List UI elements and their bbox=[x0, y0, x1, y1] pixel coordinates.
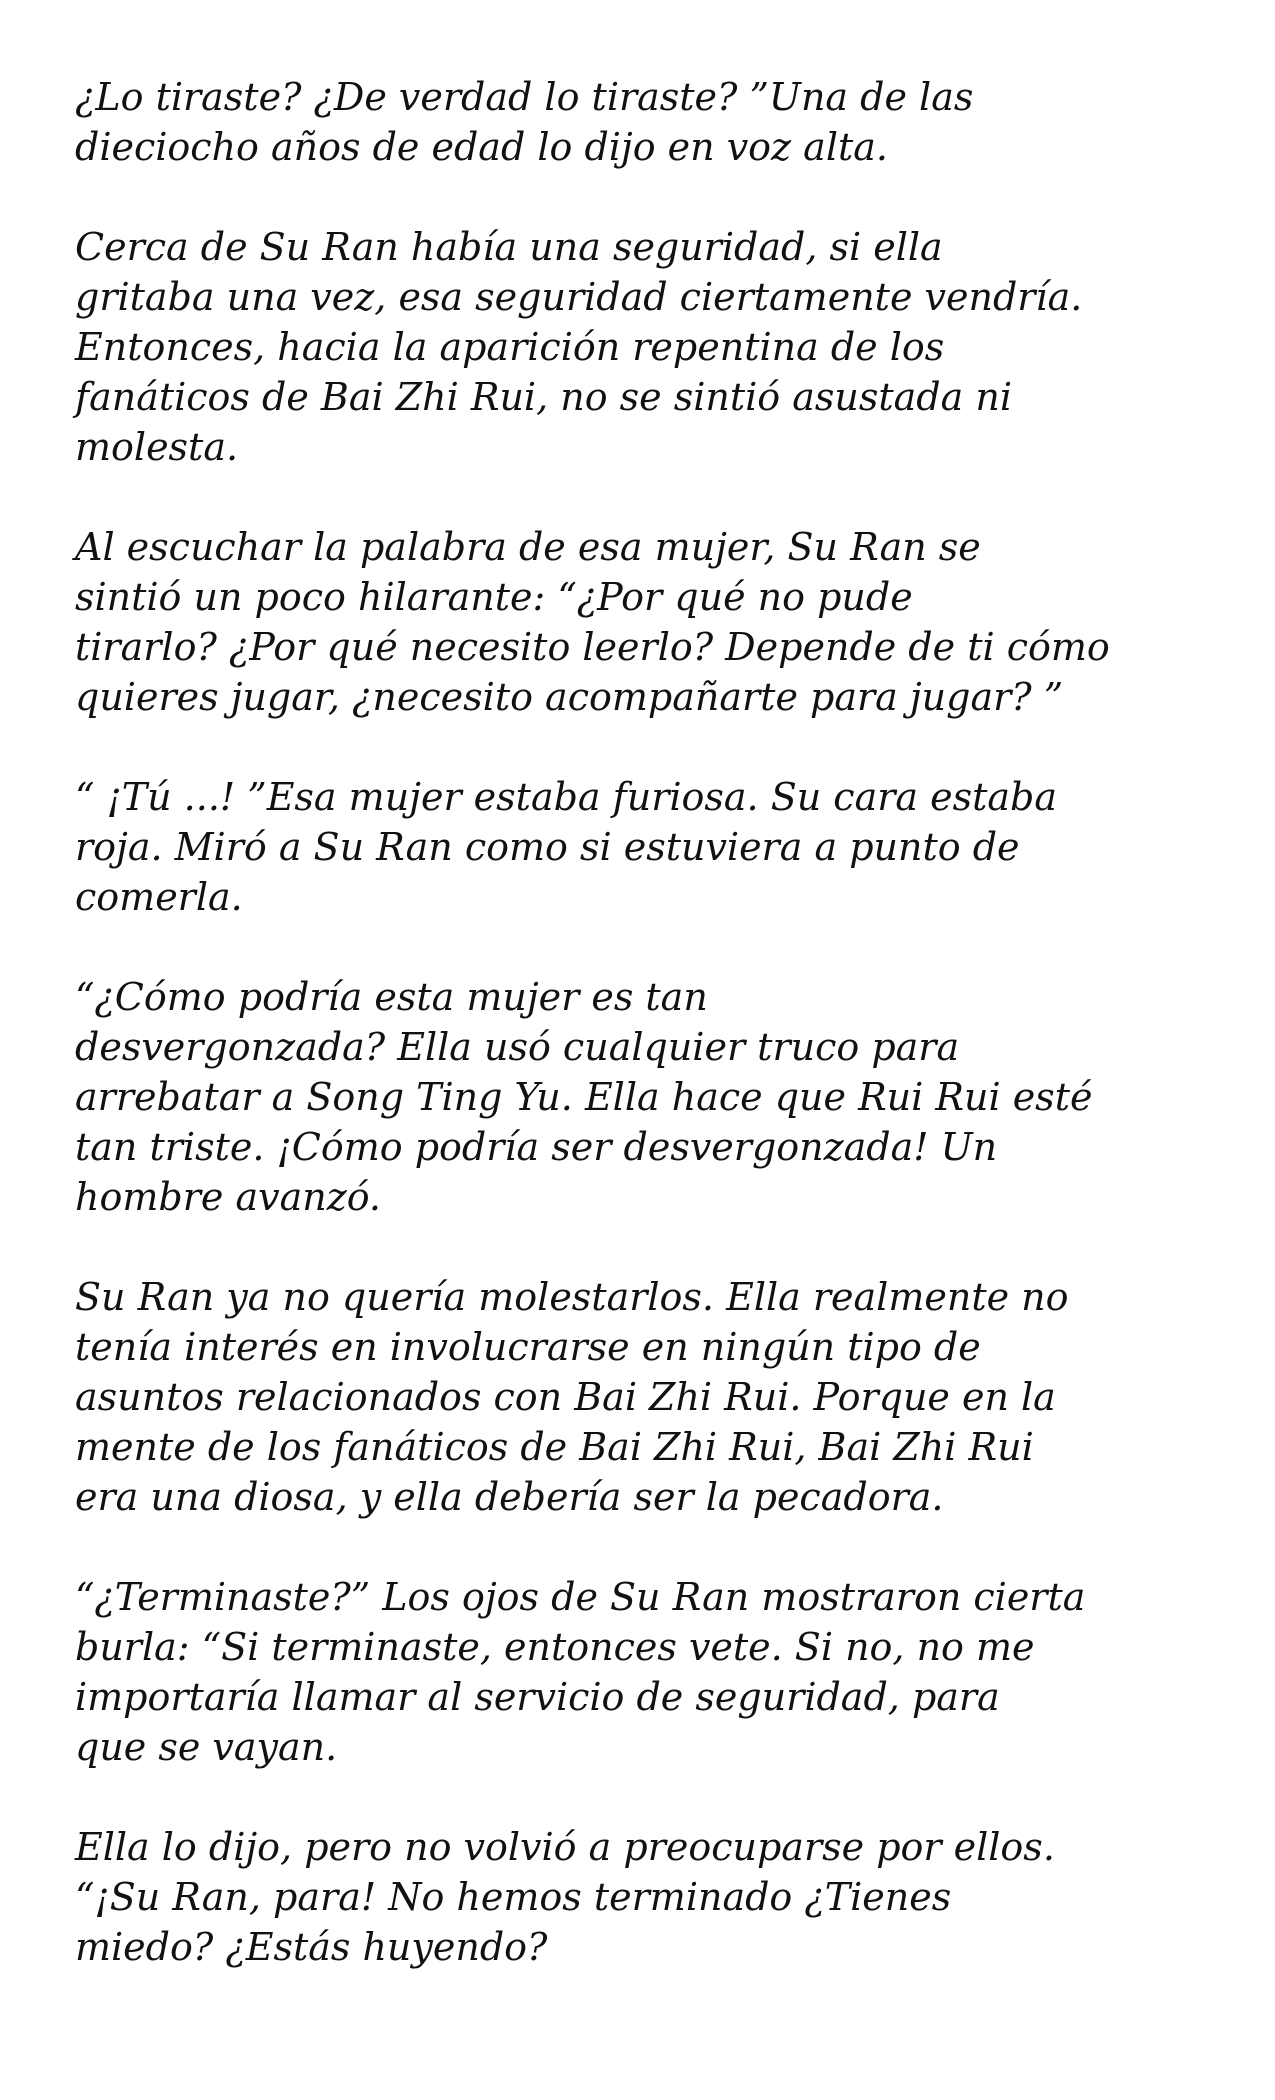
text-line: gritaba una vez, esa seguridad ciertamente vendría. bbox=[75, 275, 1083, 319]
paragraph-1 bbox=[75, 72, 1215, 172]
paragraph-7 bbox=[75, 1572, 1215, 1772]
text-line: “¿Cómo podría esta mujer es tan bbox=[75, 975, 708, 1019]
paragraph-5 bbox=[75, 972, 1215, 1222]
paragraph-6 bbox=[75, 1272, 1215, 1522]
text-line: quieres jugar, ¿necesito acompañarte para jugar? ” bbox=[75, 675, 1064, 719]
paragraph-4 bbox=[75, 772, 1215, 922]
text-line: asuntos relacionados con Bai Zhi Rui. Porque en la bbox=[75, 1375, 1056, 1419]
text-line: dieciocho años de edad lo dijo en voz alta. bbox=[75, 125, 888, 169]
text-line: burla: “Si terminaste, entonces vete. Si no, no me bbox=[75, 1625, 1035, 1669]
text-line: fanáticos de Bai Zhi Rui, no se sintió asustada ni bbox=[75, 375, 1012, 419]
text-line: “ ¡Tú ...! ”Esa mujer estaba furiosa. Su cara estaba bbox=[75, 775, 1058, 819]
text-line: importaría llamar al servicio de seguridad, para bbox=[75, 1675, 1000, 1719]
paragraph-8 bbox=[75, 1822, 1215, 1972]
text-line: tirarlo? ¿Por qué necesito leerlo? Depende de ti cómo bbox=[75, 625, 1110, 669]
text-line: arrebatar a Song Ting Yu. Ella hace que Rui Rui esté bbox=[75, 1075, 1093, 1119]
text-line: tan triste. ¡Cómo podría ser desvergonzada! Un bbox=[75, 1125, 998, 1169]
text-line: molesta. bbox=[75, 425, 239, 469]
text-line: roja. Miró a Su Ran como si estuviera a punto de bbox=[75, 825, 1020, 869]
text-line: Entonces, hacia la aparición repentina de los bbox=[75, 325, 945, 369]
text-line: que se vayan. bbox=[75, 1725, 338, 1769]
paragraph-2 bbox=[75, 222, 1215, 472]
text-line: Cerca de Su Ran había una seguridad, si ella bbox=[75, 225, 943, 269]
text-line: tenía interés en involucrarse en ningún tipo de bbox=[75, 1325, 981, 1369]
text-line: Ella lo dijo, pero no volvió a preocuparse por ellos. bbox=[75, 1825, 1055, 1869]
text-line: ¿Lo tiraste? ¿De verdad lo tiraste? ”Una de las bbox=[75, 75, 974, 119]
paragraph-3 bbox=[75, 522, 1215, 722]
text-line: hombre avanzó. bbox=[75, 1175, 382, 1219]
document-page bbox=[75, 72, 1215, 2022]
text-line: era una diosa, y ella debería ser la pecadora. bbox=[75, 1475, 944, 1519]
text-line: desvergonzada? Ella usó cualquier truco para bbox=[75, 1025, 960, 1069]
text-line: “¡Su Ran, para! No hemos terminado ¿Tienes bbox=[75, 1875, 952, 1919]
text-line: “¿Terminaste?” Los ojos de Su Ran mostraron cierta bbox=[75, 1575, 1086, 1619]
text-line: comerla. bbox=[75, 875, 243, 919]
text-line: miedo? ¿Estás huyendo? bbox=[75, 1925, 548, 1969]
text-line: Su Ran ya no quería molestarlos. Ella realmente no bbox=[75, 1275, 1069, 1319]
text-line: mente de los fanáticos de Bai Zhi Rui, Bai Zhi Rui bbox=[75, 1425, 1034, 1469]
text-line: sintió un poco hilarante: “¿Por qué no pude bbox=[75, 575, 913, 619]
text-line: Al escuchar la palabra de esa mujer, Su Ran se bbox=[75, 525, 981, 569]
